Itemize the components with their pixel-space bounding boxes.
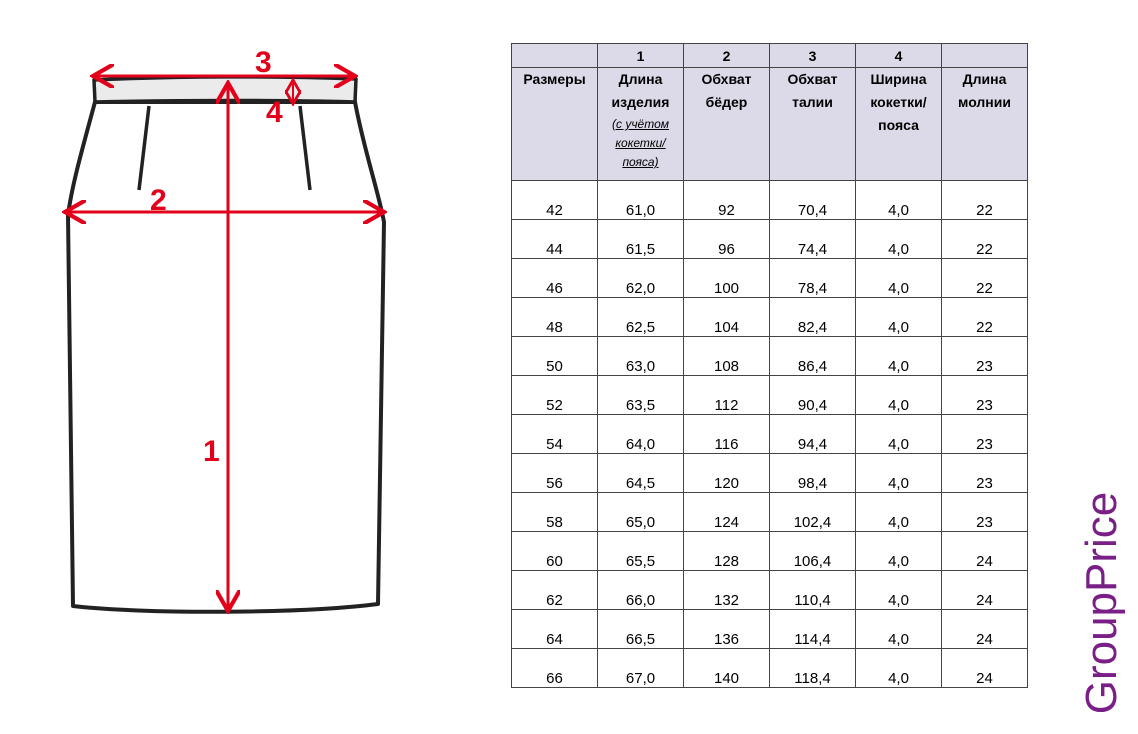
table-cell: 98,4 bbox=[770, 454, 856, 493]
table-cell: 24 bbox=[942, 532, 1028, 571]
table-cell: 62,5 bbox=[598, 298, 684, 337]
column-number-row bbox=[512, 44, 1028, 68]
table-cell: 132 bbox=[684, 571, 770, 610]
table-row bbox=[512, 220, 1028, 259]
table-row bbox=[512, 571, 1028, 610]
table-cell: 62,0 bbox=[598, 259, 684, 298]
header-zipper-length bbox=[942, 68, 1028, 181]
column-number bbox=[512, 44, 598, 68]
table-cell: 42 bbox=[512, 181, 598, 220]
skirt-diagram bbox=[0, 0, 500, 734]
table-cell: 90,4 bbox=[770, 376, 856, 415]
table-cell: 4,0 bbox=[856, 649, 942, 688]
table-cell: 4,0 bbox=[856, 337, 942, 376]
brand-logo bbox=[1072, 480, 1132, 725]
table-cell: 52 bbox=[512, 376, 598, 415]
waistband bbox=[94, 77, 356, 102]
table-cell: 23 bbox=[942, 493, 1028, 532]
table-cell: 4,0 bbox=[856, 220, 942, 259]
table-cell: 66,0 bbox=[598, 571, 684, 610]
column-number: 2 bbox=[684, 44, 770, 68]
table-cell: 22 bbox=[942, 181, 1028, 220]
table-row bbox=[512, 610, 1028, 649]
table-cell: 104 bbox=[684, 298, 770, 337]
size-chart-table bbox=[511, 43, 1028, 688]
table-cell: 4,0 bbox=[856, 415, 942, 454]
table-cell: 120 bbox=[684, 454, 770, 493]
table-cell: 24 bbox=[942, 571, 1028, 610]
table-cell: 124 bbox=[684, 493, 770, 532]
table-cell: 22 bbox=[942, 220, 1028, 259]
table-row bbox=[512, 181, 1028, 220]
skirt-outline bbox=[68, 102, 384, 612]
table-cell: 86,4 bbox=[770, 337, 856, 376]
table-cell: 100 bbox=[684, 259, 770, 298]
table-cell: 46 bbox=[512, 259, 598, 298]
header-length bbox=[598, 68, 684, 181]
table-cell: 106,4 bbox=[770, 532, 856, 571]
table-row bbox=[512, 376, 1028, 415]
table-cell: 70,4 bbox=[770, 181, 856, 220]
table-cell: 64,0 bbox=[598, 415, 684, 454]
table-cell: 66,5 bbox=[598, 610, 684, 649]
label-yoke: 4 bbox=[266, 96, 283, 129]
table-cell: 23 bbox=[942, 415, 1028, 454]
table-cell: 4,0 bbox=[856, 298, 942, 337]
table-cell: 110,4 bbox=[770, 571, 856, 610]
table-row bbox=[512, 649, 1028, 688]
table-cell: 64 bbox=[512, 610, 598, 649]
table-row bbox=[512, 493, 1028, 532]
table-cell: 48 bbox=[512, 298, 598, 337]
table-cell: 61,0 bbox=[598, 181, 684, 220]
header-text: Ширина кокетки/ пояса bbox=[870, 71, 927, 133]
label-hip: 2 bbox=[150, 184, 167, 217]
table-cell: 94,4 bbox=[770, 415, 856, 454]
table-cell: 78,4 bbox=[770, 259, 856, 298]
table-cell: 74,4 bbox=[770, 220, 856, 259]
table-cell: 23 bbox=[942, 337, 1028, 376]
table-cell: 23 bbox=[942, 376, 1028, 415]
header-text: Обхват талии bbox=[787, 71, 838, 110]
table-cell: 63,0 bbox=[598, 337, 684, 376]
table-cell: 62 bbox=[512, 571, 598, 610]
table-cell: 4,0 bbox=[856, 259, 942, 298]
table-cell: 102,4 bbox=[770, 493, 856, 532]
table-cell: 140 bbox=[684, 649, 770, 688]
column-number bbox=[942, 44, 1028, 68]
table-cell: 61,5 bbox=[598, 220, 684, 259]
column-number: 3 bbox=[770, 44, 856, 68]
table-cell: 108 bbox=[684, 337, 770, 376]
header-hip bbox=[684, 68, 770, 181]
column-number: 4 bbox=[856, 44, 942, 68]
table-cell: 65,5 bbox=[598, 532, 684, 571]
header-text: Размеры bbox=[523, 71, 586, 87]
table-cell: 4,0 bbox=[856, 610, 942, 649]
label-length: 1 bbox=[203, 435, 220, 468]
table-row bbox=[512, 298, 1028, 337]
table-cell: 112 bbox=[684, 376, 770, 415]
table-cell: 4,0 bbox=[856, 493, 942, 532]
table-cell: 128 bbox=[684, 532, 770, 571]
table-cell: 92 bbox=[684, 181, 770, 220]
table-row bbox=[512, 337, 1028, 376]
header-text: Длина молнии bbox=[958, 71, 1011, 110]
table-cell: 4,0 bbox=[856, 181, 942, 220]
table-cell: 63,5 bbox=[598, 376, 684, 415]
table-cell: 56 bbox=[512, 454, 598, 493]
table-row bbox=[512, 454, 1028, 493]
table-cell: 44 bbox=[512, 220, 598, 259]
table-cell: 60 bbox=[512, 532, 598, 571]
table-row bbox=[512, 415, 1028, 454]
table-row bbox=[512, 532, 1028, 571]
table-body bbox=[512, 181, 1028, 688]
table-cell: 22 bbox=[942, 259, 1028, 298]
table-cell: 22 bbox=[942, 298, 1028, 337]
header-sizes bbox=[512, 68, 598, 181]
table-cell: 82,4 bbox=[770, 298, 856, 337]
table-cell: 4,0 bbox=[856, 454, 942, 493]
table-cell: 4,0 bbox=[856, 532, 942, 571]
table-cell: 64,5 bbox=[598, 454, 684, 493]
table-cell: 58 bbox=[512, 493, 598, 532]
header-yoke-width bbox=[856, 68, 942, 181]
table-cell: 66 bbox=[512, 649, 598, 688]
header-text: Длина изделия bbox=[611, 71, 670, 110]
table-cell: 24 bbox=[942, 649, 1028, 688]
table-cell: 4,0 bbox=[856, 376, 942, 415]
table-cell: 136 bbox=[684, 610, 770, 649]
table-cell: 54 bbox=[512, 415, 598, 454]
table-cell: 67,0 bbox=[598, 649, 684, 688]
column-number: 1 bbox=[598, 44, 684, 68]
header-text: Обхват бёдер bbox=[701, 71, 752, 110]
table-cell: 24 bbox=[942, 610, 1028, 649]
table-cell: 96 bbox=[684, 220, 770, 259]
table-cell: 23 bbox=[942, 454, 1028, 493]
column-header-row bbox=[512, 68, 1028, 181]
table-cell: 116 bbox=[684, 415, 770, 454]
brand-logo-text: GroupPrice bbox=[1077, 491, 1126, 714]
table-cell: 50 bbox=[512, 337, 598, 376]
table-cell: 65,0 bbox=[598, 493, 684, 532]
header-note: (с учётом кокетки/ пояса) bbox=[612, 117, 669, 169]
table-cell: 118,4 bbox=[770, 649, 856, 688]
table-cell: 4,0 bbox=[856, 571, 942, 610]
table-cell: 114,4 bbox=[770, 610, 856, 649]
table-row bbox=[512, 259, 1028, 298]
label-waist: 3 bbox=[255, 46, 272, 79]
header-waist bbox=[770, 68, 856, 181]
